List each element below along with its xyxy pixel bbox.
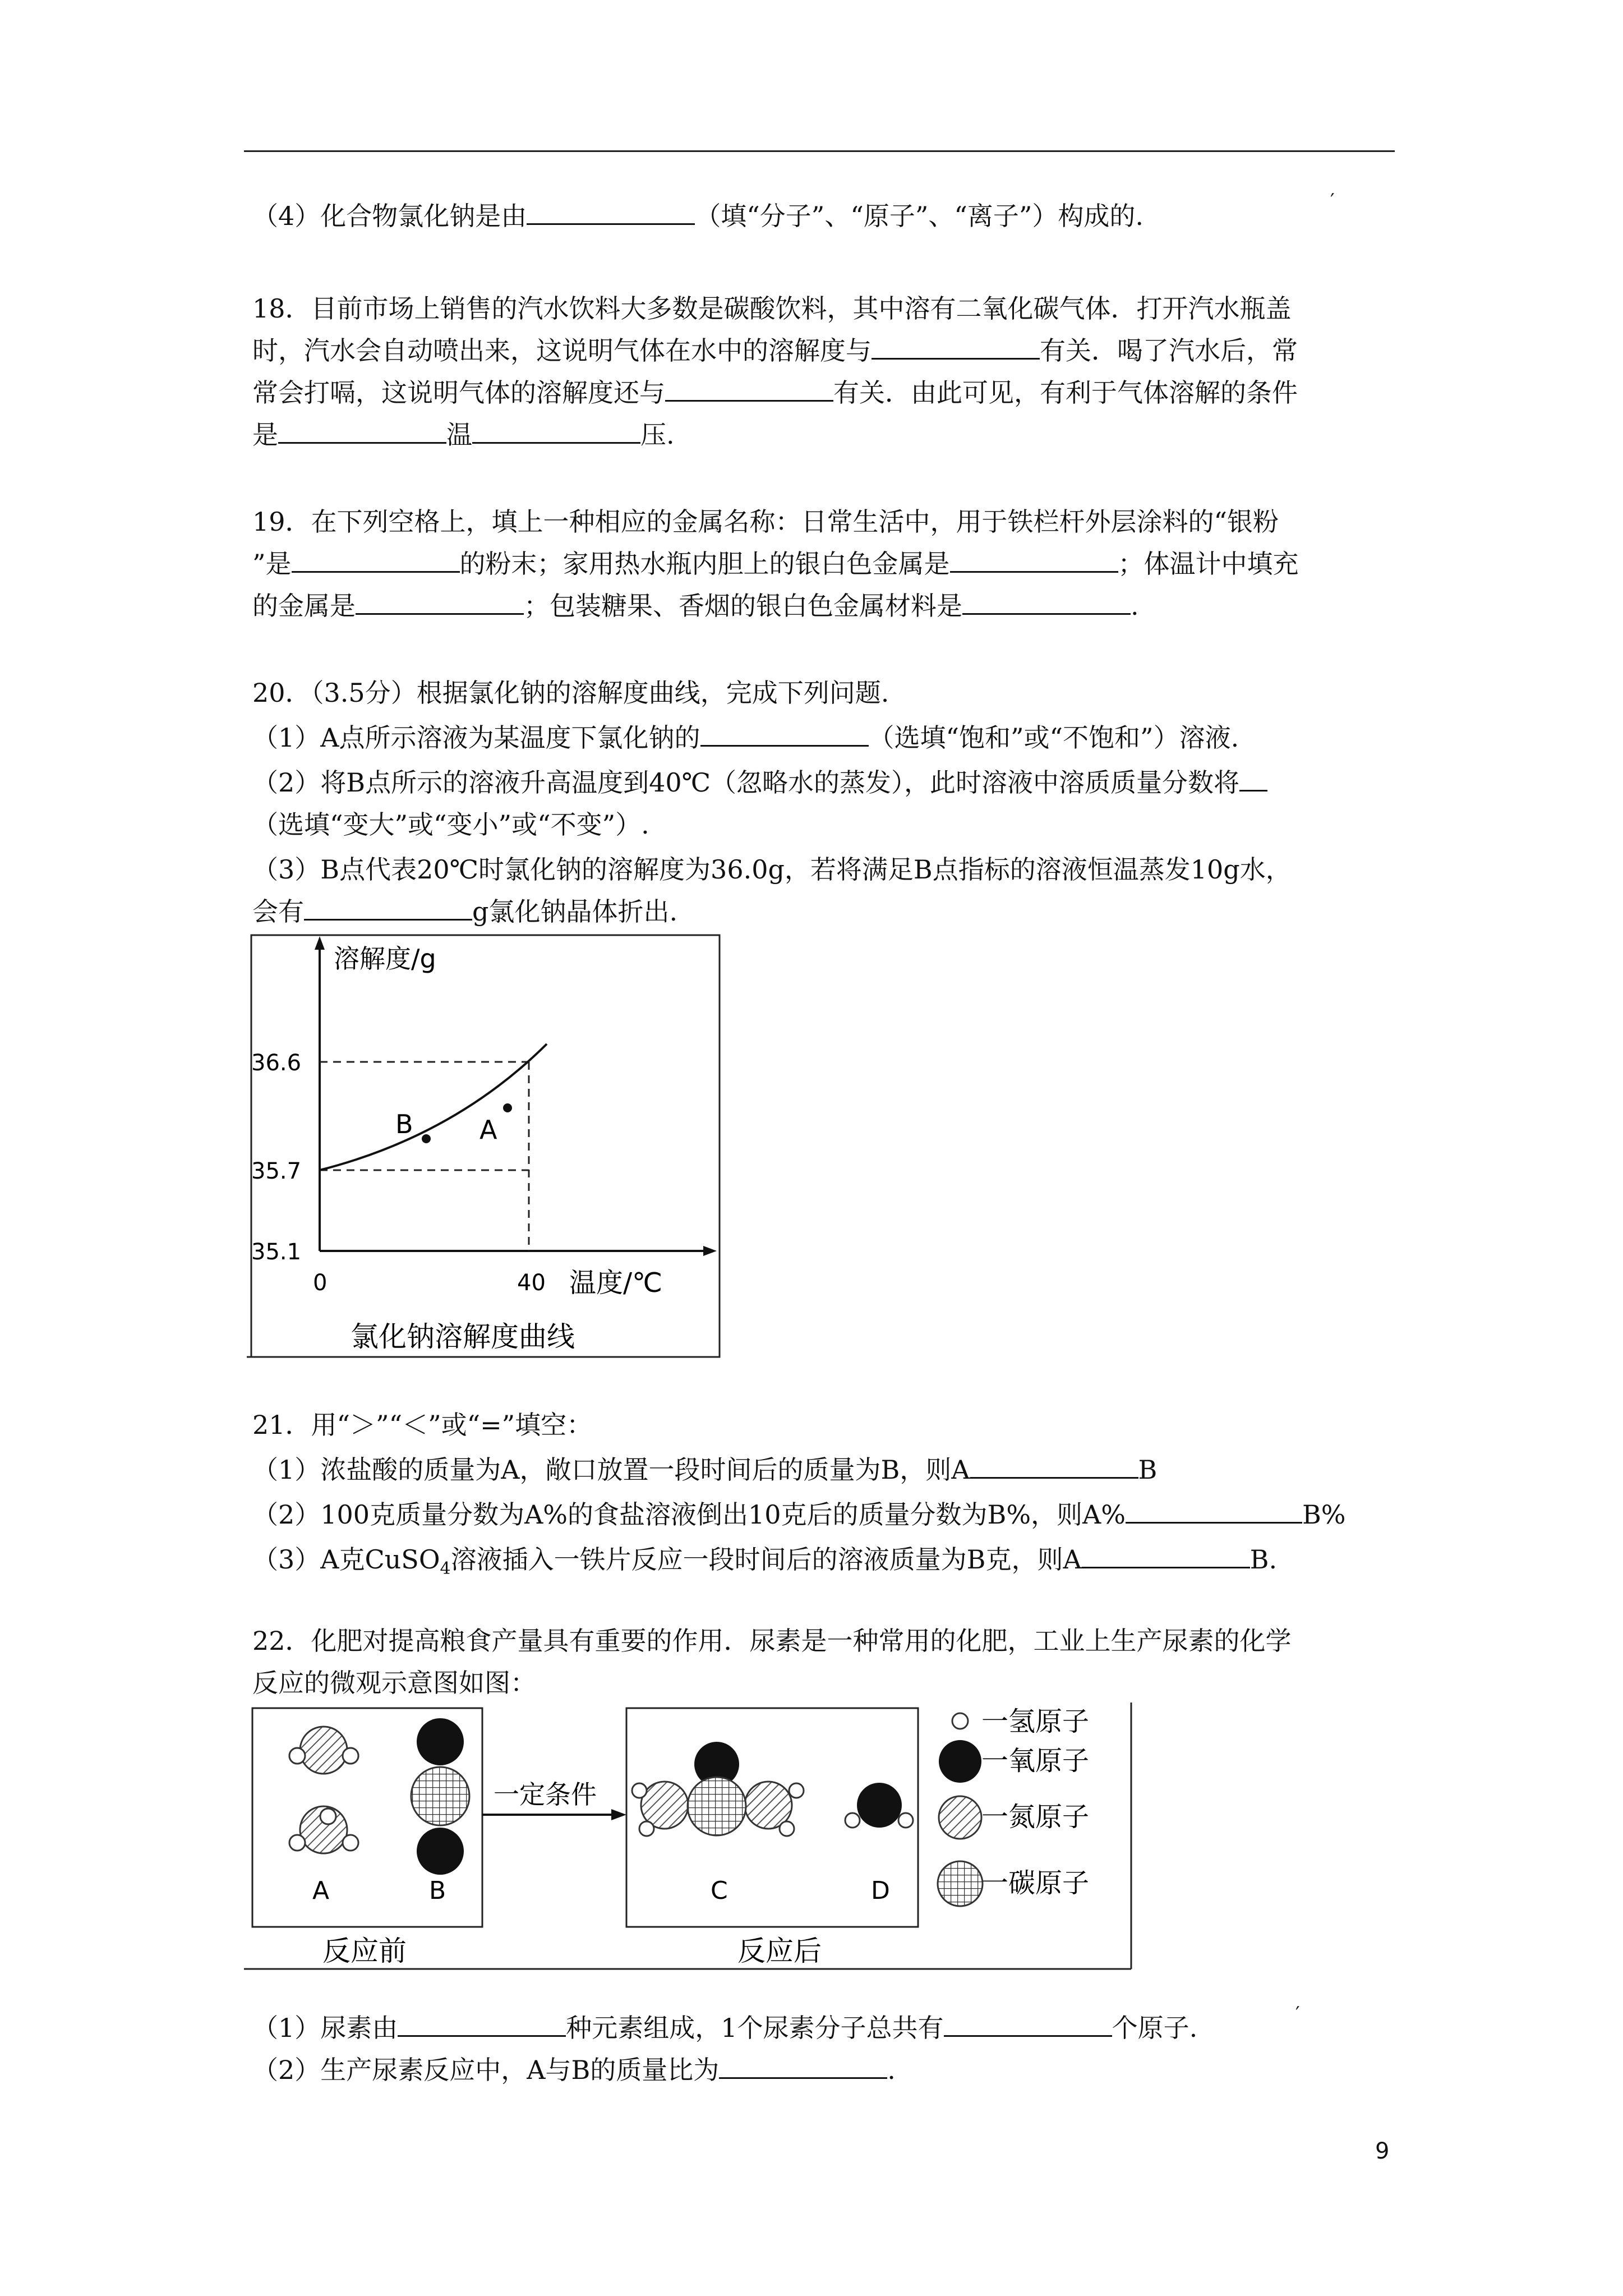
q19-line1: 19．在下列空格上，填上一种相应的金属名称：日常生活中，用于铁栏杆外层涂料的“银粉: [252, 507, 1279, 537]
molecule-b: [411, 1718, 469, 1875]
answer-blank[interactable]: [962, 591, 1131, 615]
figure-caption: 氯化钠溶解度曲线: [351, 1320, 575, 1353]
y-axis-label: 溶解度/g: [334, 944, 436, 974]
molecule-c: [632, 1742, 804, 1836]
legend-hydrogen-swatch: [952, 1713, 968, 1729]
solubility-curve: [320, 1044, 547, 1170]
q22-line3: （1）尿素由 种元素组成，1个尿素分子总共有 个原子.: [252, 2013, 1198, 2043]
before-caption: 反应前: [322, 1935, 407, 1967]
reaction-diagram: [244, 1700, 1136, 1975]
x-tick-40: 40: [517, 1270, 546, 1296]
label-a: A: [312, 1876, 330, 1905]
answer-blank[interactable]: [278, 420, 446, 444]
answer-blank[interactable]: [872, 335, 1040, 360]
point-b: [422, 1134, 431, 1143]
answer-blank[interactable]: [1126, 1499, 1302, 1524]
q21-line3: （2）100克质量分数为A%的食盐溶液倒出10克后的质量分数为B%，则A% B%: [252, 1499, 1346, 1530]
answer-blank[interactable]: [398, 2013, 566, 2037]
answer-blank[interactable]: [292, 549, 460, 573]
point-b-label: B: [395, 1109, 413, 1139]
y-tick-35-7: 35.7: [251, 1158, 302, 1184]
solubility-curve-figure: [241, 928, 735, 1360]
legend-carbon-swatch: [938, 1861, 983, 1906]
stray-mark: ′: [1330, 190, 1335, 212]
q21-line4: （3）A克CuSO$_4$溶液插入一铁片反应一段时间后的溶液质量为B克，则A B.: [252, 1544, 1278, 1579]
q21-line1: 21．用“＞”“＜”或“=”填空：: [252, 1410, 593, 1440]
legend-oxygen-swatch: [939, 1740, 981, 1783]
q20-line1: 20．（3.5分）根据氯化钠的溶解度曲线，完成下列问题.: [252, 678, 889, 708]
label-b: B: [429, 1876, 446, 1905]
q20-line6: 会有 g氯化钠晶体折出.: [252, 896, 678, 927]
answer-blank[interactable]: [304, 896, 472, 921]
legend-nitrogen-swatch: [939, 1796, 981, 1839]
q18-line2: 时，汽水会自动喷出来，这说明气体在水中的溶解度与 有关．喝了汽水后，常: [252, 335, 1298, 366]
q18-line4: 是 温 压.: [252, 420, 675, 450]
label-c: C: [711, 1876, 728, 1905]
y-axis-arrow: [315, 936, 325, 950]
q17-part4: （4）化合物氯化钠是由 （填“分子”、“原子”、“离子”）构成的.: [252, 201, 1144, 231]
q22-line4: （2）生产尿素反应中，A与B的质量比为 .: [252, 2055, 896, 2085]
x-tick-0: 0: [313, 1270, 328, 1296]
label-d: D: [871, 1876, 890, 1905]
legend-hydrogen-label: 一氢原子: [981, 1706, 1090, 1737]
point-a: [503, 1103, 512, 1112]
after-caption: 反应后: [737, 1935, 822, 1967]
reaction-condition: 一定条件: [494, 1779, 597, 1810]
x-axis-arrow: [703, 1246, 717, 1256]
page-number: 9: [1375, 2138, 1390, 2164]
answer-blank[interactable]: [700, 723, 869, 747]
answer-blank[interactable]: [950, 549, 1118, 573]
answer-blank[interactable]: [944, 2013, 1112, 2037]
q21-line2: （1）浓盐酸的质量为A，敞口放置一段时间后的质量为B，则A B: [252, 1455, 1158, 1485]
q18-line3: 常会打嗝，这说明气体的溶解度还与 有关．由此可见，有利于气体溶解的条件: [252, 378, 1298, 408]
reaction-arrowhead: [611, 1809, 626, 1820]
q20-line3: （2）将B点所示的溶液升高温度到40℃（忽略水的蒸发），此时溶液中溶质质量分数将: [252, 766, 1267, 799]
y-tick-35-1: 35.1: [251, 1239, 302, 1265]
legend-nitrogen-label: 一氮原子: [981, 1801, 1090, 1833]
x-axis-label: 温度/℃: [569, 1267, 663, 1299]
answer-blank[interactable]: [970, 1455, 1138, 1479]
q19-line3: 的金属是 ；包装糖果、香烟的银白色金属材料是 .: [252, 591, 1139, 621]
answer-blank[interactable]: [1239, 767, 1267, 792]
stray-mark: ′: [1295, 2003, 1300, 2025]
answer-blank[interactable]: [1082, 1544, 1250, 1568]
answer-blank[interactable]: [472, 420, 640, 444]
answer-blank[interactable]: [356, 591, 524, 615]
q22-line1: 22．化肥对提高粮食产量具有重要的作用．尿素是一种常用的化肥，工业上生产尿素的化学: [252, 1626, 1292, 1656]
atom-legend: [938, 1706, 1089, 1906]
molecule-a-bottom: [289, 1806, 358, 1853]
molecule-a-top: [289, 1727, 358, 1774]
y-tick-36-6: 36.6: [251, 1050, 302, 1076]
q20-line5: （3）B点代表20℃时氯化钠的溶解度为36.0g，若将满足B点指标的溶液恒温蒸发10g水，: [252, 854, 1292, 885]
point-a-label: A: [479, 1115, 497, 1145]
q20-line4: （选填“变大”或“变小”或“不变”）.: [252, 809, 649, 840]
legend-carbon-label: 一碳原子: [981, 1867, 1090, 1899]
header-rule: [244, 150, 1395, 152]
q19-line2: ”是 的粉末；家用热水瓶内胆上的银白色金属是 ；体温计中填充: [252, 549, 1299, 579]
molecule-d: [845, 1783, 913, 1828]
q20-line2: （1）A点所示溶液为某温度下氯化钠的 （选填“饱和”或“不饱和”）溶液.: [252, 723, 1239, 753]
answer-blank[interactable]: [527, 201, 695, 225]
q18-line1: 18．目前市场上销售的汽水饮料大多数是碳酸饮料，其中溶有二氧化碳气体．打开汽水瓶盖: [252, 293, 1292, 324]
q22-line2: 反应的微观示意图如图：: [252, 1668, 536, 1698]
legend-oxygen-label: 一氧原子: [981, 1745, 1090, 1777]
answer-blank[interactable]: [719, 2055, 887, 2079]
answer-blank[interactable]: [665, 378, 833, 402]
